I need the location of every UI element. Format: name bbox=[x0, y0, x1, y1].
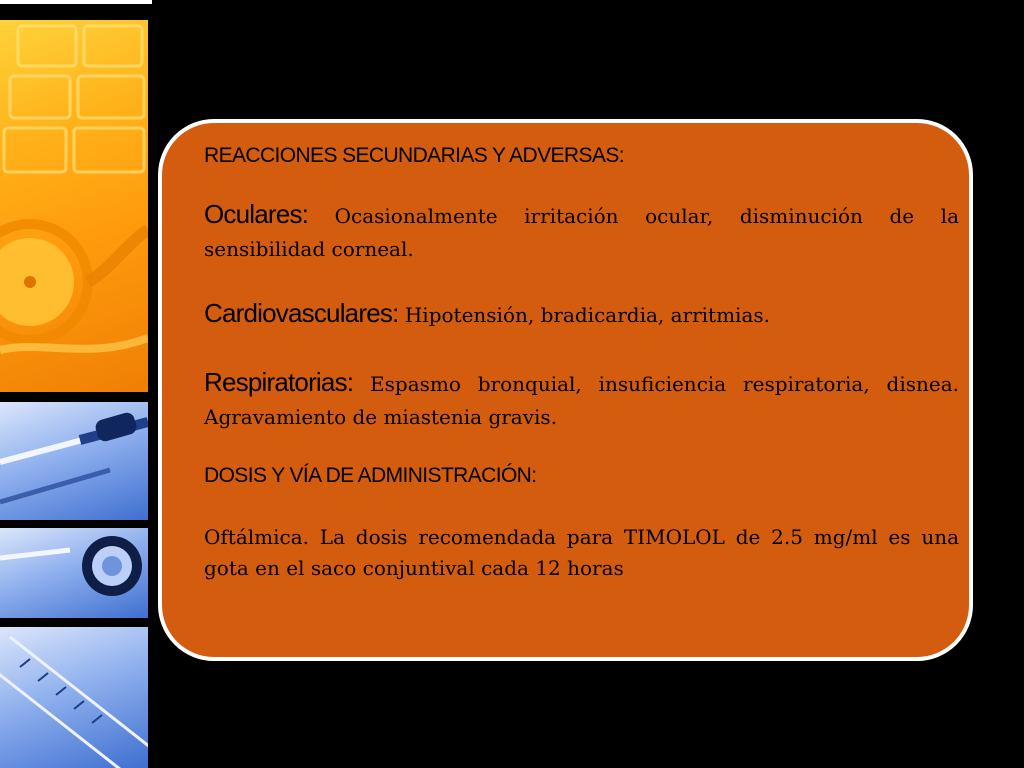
medical-keyboard-stethoscope-image bbox=[0, 20, 148, 392]
respiratory-paragraph bbox=[204, 362, 959, 433]
ocular-paragraph bbox=[204, 194, 959, 265]
ocular-text: Ocasionalmente irritación ocular, disminución de la sensibilidad corneal. bbox=[204, 204, 960, 262]
reactions-heading: REACCIONES SECUNDARIAS Y ADVERSAS: bbox=[204, 144, 624, 167]
cardiovascular-text: Hipotensión, bradicardia, arritmias. bbox=[404, 303, 770, 328]
cardiovascular-paragraph bbox=[204, 293, 959, 333]
stethoscope-blue-image bbox=[0, 528, 148, 618]
dosage-heading: DOSIS Y VÍA DE ADMINISTRACIÓN: bbox=[204, 464, 537, 488]
respiratory-text: Espasmo bronquial, insuficiencia respiratoria, disnea. Agravamiento de miastenia gravis. bbox=[204, 371, 959, 430]
top-divider bbox=[0, 0, 152, 4]
syringe-blue-image bbox=[0, 627, 148, 768]
ocular-term: Oculares: bbox=[204, 199, 309, 230]
cardiovascular-term: Cardiovasculares: bbox=[204, 298, 399, 329]
respiratory-term: Respiratorias: bbox=[204, 366, 354, 397]
stethoscope-blue-image bbox=[0, 402, 148, 520]
content-card bbox=[158, 119, 973, 661]
dosage-paragraph: Oftálmica. La dosis recomendada para TIMOLOL de 2.5 mg/ml es una gota en el saco conjuntival cada 12 horas bbox=[204, 525, 959, 581]
